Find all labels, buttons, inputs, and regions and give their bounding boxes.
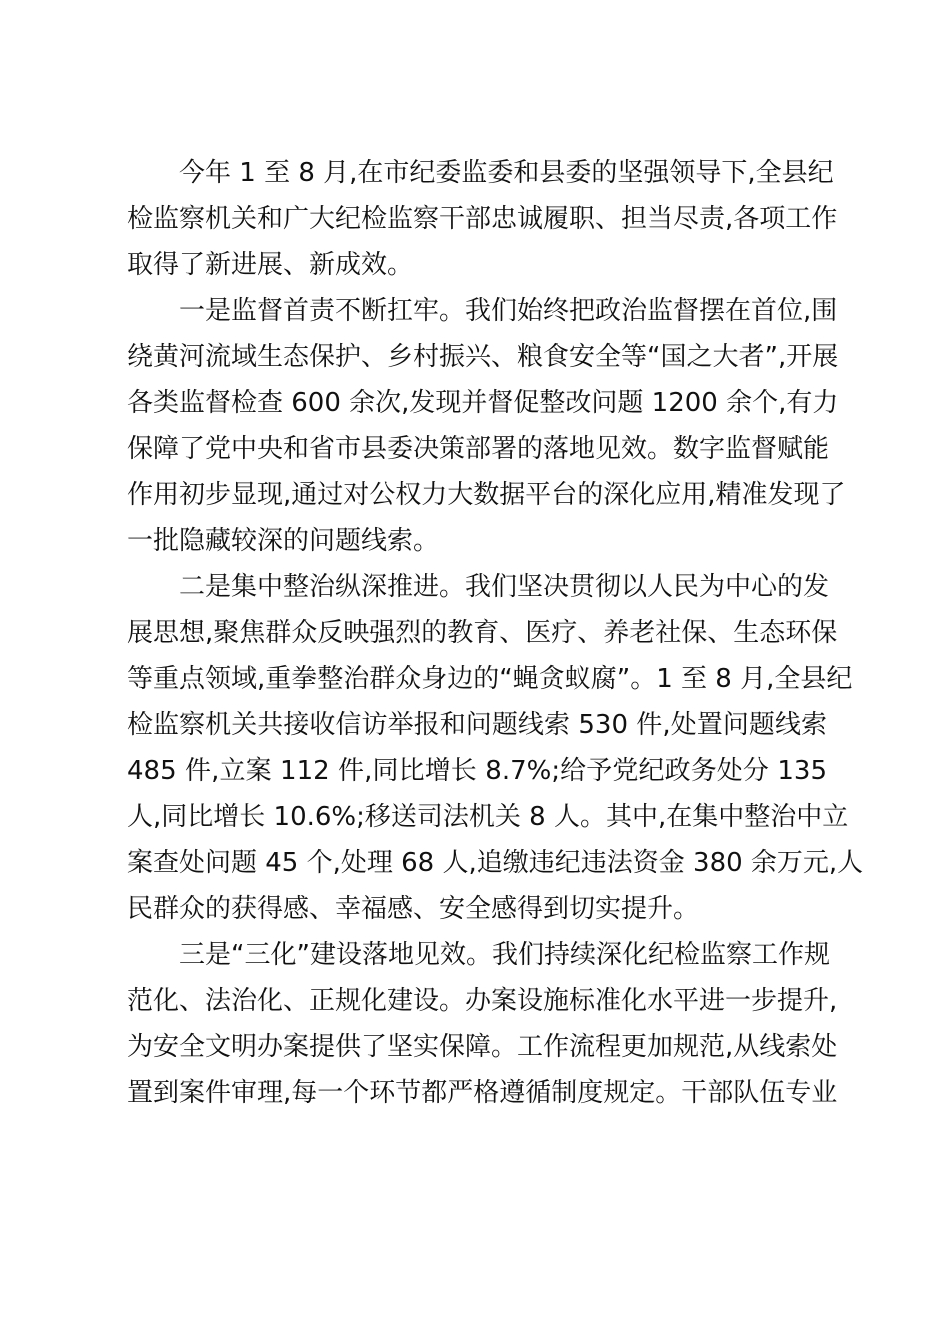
text-line: 展思想,聚焦群众反映强烈的教育、医疗、养老社保、生态环保 <box>127 618 838 648</box>
document-body <box>127 150 864 1116</box>
text-line: 各类监督检查 600 余次,发现并督促整改问题 1200 余个,有力 <box>127 388 839 418</box>
text-line: 范化、法治化、正规化建设。办案设施标准化水平进一步提升, <box>127 986 838 1016</box>
text-line: 检监察机关和广大纪检监察干部忠诚履职、担当尽责,各项工作 <box>127 204 838 234</box>
text-line: 一批隐藏较深的问题线索。 <box>127 526 440 556</box>
paragraph-intro <box>127 150 838 288</box>
text-line: 检监察机关共接收信访举报和问题线索 530 件,处置问题线索 <box>127 710 827 740</box>
text-line: 今年 1 至 8 月,在市纪委监委和县委的坚强领导下,全县纪 <box>179 158 834 188</box>
paragraph-supervision <box>127 288 846 564</box>
text-line: 案查处问题 45 个,处理 68 人,追缴违纪违法资金 380 余万元,人 <box>127 848 864 878</box>
text-line: 保障了党中央和省市县委决策部署的落地见效。数字监督赋能 <box>127 434 830 464</box>
text-line: 为安全文明办案提供了坚实保障。工作流程更加规范,从线索处 <box>127 1032 838 1062</box>
text-line: 人,同比增长 10.6%;移送司法机关 8 人。其中,在集中整治中立 <box>127 802 849 832</box>
paragraph-rectification <box>127 564 864 932</box>
text-line: 等重点领域,重拳整治群众身边的“蝇贪蚁腐”。1 至 8 月,全县纪 <box>127 664 853 694</box>
text-line: 置到案件审理,每一个环节都严格遵循制度规定。干部队伍专业 <box>127 1078 838 1108</box>
text-line: 三是“三化”建设落地见效。我们持续深化纪检监察工作规 <box>179 940 830 970</box>
text-line: 民群众的获得感、幸福感、安全感得到切实提升。 <box>127 894 700 924</box>
text-line: 485 件,立案 112 件,同比增长 8.7%;给予党纪政务处分 135 <box>127 756 827 786</box>
text-line: 绕黄河流域生态保护、乡村振兴、粮食安全等“国之大者”,开展 <box>127 342 839 372</box>
text-line: 二是集中整治纵深推进。我们坚决贯彻以人民为中心的发 <box>179 572 830 602</box>
text-line: 一是监督首责不断扛牢。我们始终把政治监督摆在首位,围 <box>179 296 838 326</box>
text-line: 取得了新进展、新成效。 <box>127 250 414 280</box>
text-line: 作用初步显现,通过对公权力大数据平台的深化应用,精准发现了 <box>127 480 846 510</box>
paragraph-three-modernizations <box>127 932 838 1116</box>
